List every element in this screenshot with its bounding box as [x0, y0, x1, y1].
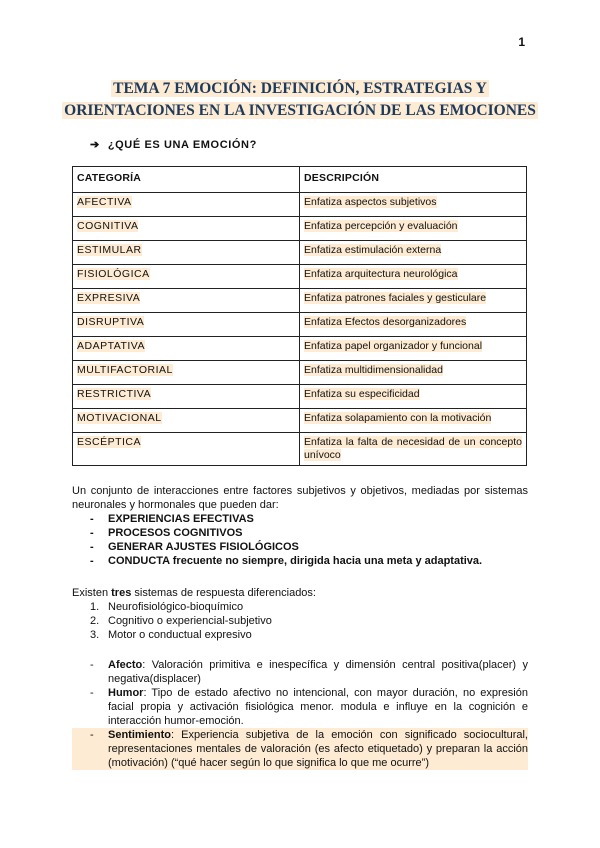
table-row	[73, 289, 527, 313]
category-label: MOTIVACIONAL	[77, 412, 162, 424]
category-label: ESCÉPTICA	[77, 436, 142, 448]
description-label: Enfatiza patrones faciales y gesticulare	[304, 292, 487, 304]
category-label: DISRUPTIVA	[77, 316, 145, 328]
systems-paragraph	[72, 586, 528, 600]
definition-item-highlighted	[72, 728, 528, 770]
systems-text-post: sistemas de respuesta diferenciados:	[131, 587, 316, 599]
description-label: Enfatiza la falta de necesidad de un concepto unívoco	[304, 436, 522, 461]
page-title	[0, 78, 600, 122]
definitions-list	[72, 658, 528, 770]
category-label: COGNITIVA	[77, 220, 139, 232]
definition-item	[72, 686, 528, 728]
description-label: Enfatiza percepción y evaluación	[304, 220, 458, 232]
list-number: 3.	[90, 629, 100, 641]
description-cell	[300, 433, 527, 466]
list-item	[72, 600, 528, 614]
definition-term: Sentimiento	[108, 729, 171, 741]
category-cell	[73, 241, 300, 265]
category-cell	[73, 433, 300, 466]
description-cell	[300, 361, 527, 385]
description-label: Enfatiza solapamiento con la motivación	[304, 412, 492, 424]
category-cell	[73, 409, 300, 433]
description-cell	[300, 193, 527, 217]
description-cell	[300, 217, 527, 241]
category-cell	[73, 217, 300, 241]
section-heading-text: ¿QUÉ ES UNA EMOCIÓN?	[107, 139, 257, 151]
table-row	[73, 361, 527, 385]
column-header-description: DESCRIPCIÓN	[300, 167, 527, 193]
category-cell	[73, 361, 300, 385]
outcome-list	[72, 512, 528, 568]
description-cell	[300, 337, 527, 361]
definition-term: Humor	[108, 687, 144, 699]
description-label: Enfatiza multidimensionalidad	[304, 364, 443, 376]
list-item: - EXPERIENCIAS EFECTIVAS	[72, 512, 528, 526]
systems-text-bold: tres	[111, 587, 132, 599]
description-label: Enfatiza Efectos desorganizadores	[304, 316, 467, 328]
category-label: ESTIMULAR	[77, 244, 142, 256]
description-cell	[300, 385, 527, 409]
section-heading	[90, 138, 257, 151]
category-label: ADAPTATIVA	[77, 340, 146, 352]
description-label: Enfatiza aspectos subjetivos	[304, 196, 437, 208]
list-item	[72, 628, 528, 642]
list-item	[72, 614, 528, 628]
emotion-category-table	[72, 166, 527, 466]
list-text: Cognitivo o experiencial-subjetivo	[108, 615, 272, 627]
description-label: Enfatiza estimulación externa	[304, 244, 442, 256]
description-cell	[300, 409, 527, 433]
list-number: 1.	[90, 601, 100, 613]
definition-text: : Valoración primitiva e inespecífica y dimensión central positiva(placer) y negativa(displacer)	[108, 659, 528, 685]
definition-text: : Tipo de estado afectivo no intencional, con mayor duración, no expresión facial propia y activación fisiológica menor. modula e influye en la cognición e interacción humor-emoción.	[108, 687, 528, 727]
category-label: AFECTIVA	[77, 196, 132, 208]
table-row	[73, 265, 527, 289]
category-cell	[73, 337, 300, 361]
category-label: RESTRICTIVA	[77, 388, 152, 400]
table-row	[73, 385, 527, 409]
intro-paragraph-block	[72, 484, 528, 568]
category-label: EXPRESIVA	[77, 292, 141, 304]
definition-item	[72, 658, 528, 686]
definition-term: Afecto	[108, 659, 143, 671]
category-cell	[73, 313, 300, 337]
category-label: MULTIFACTORIAL	[77, 364, 173, 376]
table-header-row	[73, 167, 527, 193]
title-line-1: TEMA 7 EMOCIÓN: DEFINICIÓN, ESTRATEGIAS Y	[113, 80, 487, 97]
list-text: Neurofisiológico-bioquímico	[108, 601, 244, 613]
description-label: Enfatiza su especificidad	[304, 388, 420, 400]
definition-text: : Experiencia subjetiva de la emoción con significado sociocultural, representaciones mentales de valoración (es afecto etiquetado) y preparan la acción (motivación) (“qué hacer según lo que significa lo que me ocurre”)	[108, 729, 528, 769]
page-number: 1	[518, 35, 525, 49]
table-row	[73, 193, 527, 217]
table-row	[73, 313, 527, 337]
arrow-icon: ➔	[90, 139, 100, 151]
title-line-2: ORIENTACIONES EN LA INVESTIGACIÓN DE LAS EMOCIONES	[64, 102, 536, 119]
description-cell	[300, 241, 527, 265]
category-cell	[73, 385, 300, 409]
description-cell	[300, 313, 527, 337]
list-item: - CONDUCTA frecuente no siempre, dirigida hacia una meta y adaptativa.	[72, 554, 528, 568]
table-row	[73, 433, 527, 466]
category-cell	[73, 193, 300, 217]
category-label: FISIOLÓGICA	[77, 268, 150, 280]
list-text: Motor o conductual expresivo	[108, 629, 252, 641]
intro-paragraph: Un conjunto de interacciones entre factores subjetivos y objetivos, mediadas por sistemas neuronales y hormonales que pueden dar:	[72, 485, 528, 511]
description-cell	[300, 265, 527, 289]
column-header-category: CATEGORÍA	[73, 167, 300, 193]
category-cell	[73, 265, 300, 289]
table-row	[73, 217, 527, 241]
table-row	[73, 409, 527, 433]
description-label: Enfatiza arquitectura neurológica	[304, 268, 458, 280]
systems-list	[72, 600, 528, 642]
description-label: Enfatiza papel organizador y funcional	[304, 340, 483, 352]
table-row	[73, 337, 527, 361]
table-row	[73, 241, 527, 265]
systems-paragraph-block	[72, 586, 528, 642]
description-cell	[300, 289, 527, 313]
list-item: - PROCESOS COGNITIVOS	[72, 526, 528, 540]
category-cell	[73, 289, 300, 313]
definitions-block	[72, 658, 528, 770]
list-item: - GENERAR AJUSTES FISIOLÓGICOS	[72, 540, 528, 554]
systems-text-pre: Existen	[72, 587, 112, 599]
list-number: 2.	[90, 615, 100, 627]
